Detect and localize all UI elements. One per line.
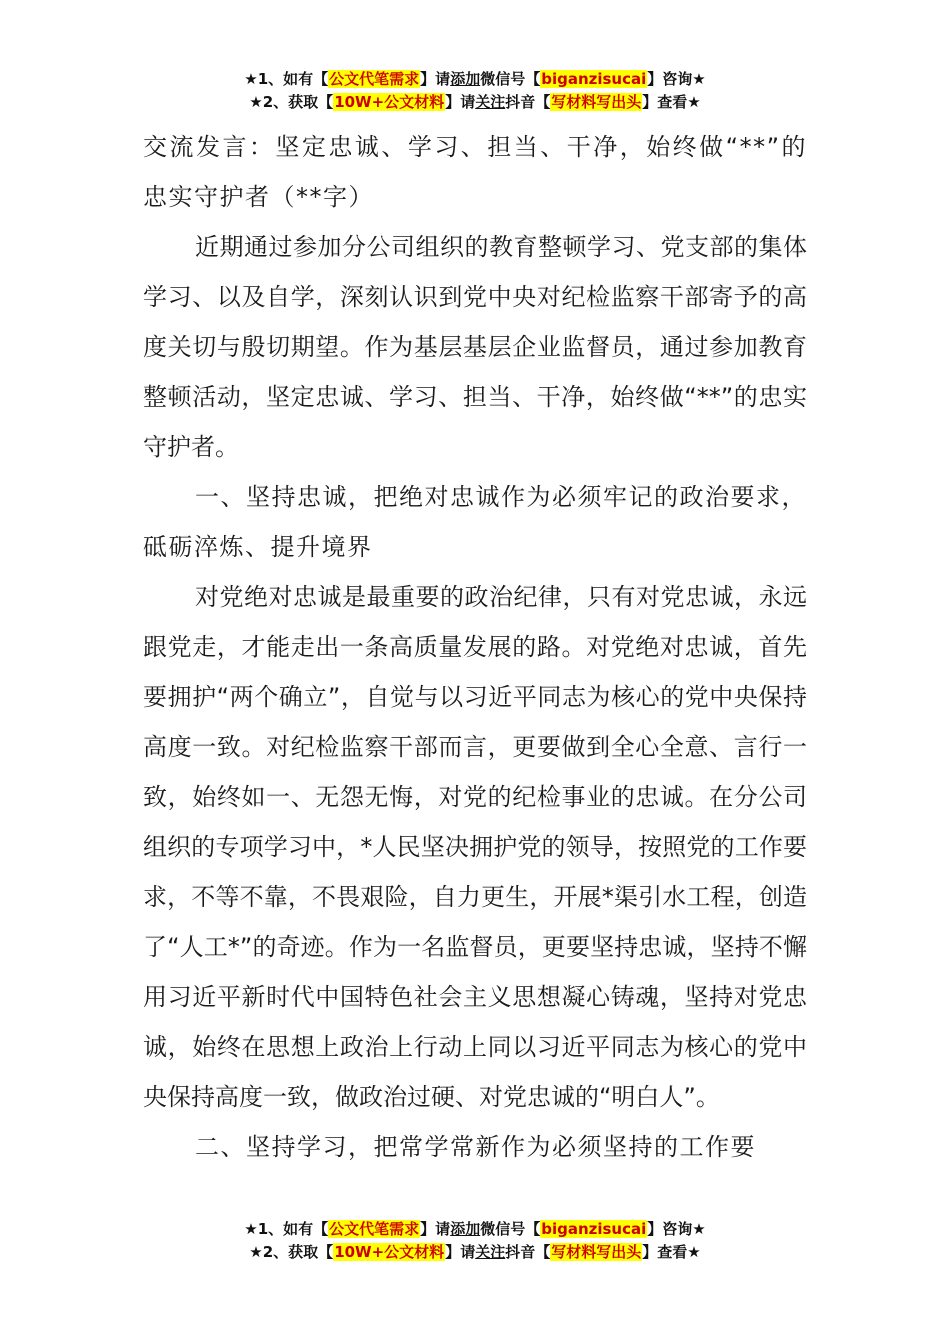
intro-paragraph: 近期通过参加分公司组织的教育整顿学习、党支部的集体学习、以及自学，深刻认识到党中央对纪检监察干部寄予的高度关切与殷切期望。作为基层基层企业监督员，通过参加教育整顿活动，坚定忠诚、学习、担当、干净，始终做“**”的忠实守护者。 (143, 233, 807, 461)
banner-text: 】咨询★ (647, 70, 706, 88)
banner-highlight: 10W+公文材料 (334, 1243, 445, 1261)
section-heading-1: 一、坚持忠诚，把绝对忠诚作为必须牢记的政治要求，砥砺淬炼、提升境界 (143, 483, 807, 561)
banner-text: 】请 (420, 70, 451, 88)
banner-highlight: 10W+公文材料 (334, 93, 445, 111)
banner-text: ★2、获取【 (249, 93, 334, 111)
banner-highlight-douyin-id: 写材料写出头 (551, 93, 642, 111)
section-heading-2: 二、坚持学习，把常学常新作为必须坚持的工作要 (195, 1133, 756, 1161)
banner-text: ★1、如有【 (244, 1220, 329, 1238)
banner-underlined-text: 关注 (475, 93, 506, 111)
banner-text: 】查看★ (642, 1243, 701, 1261)
section-1-paragraph: 对党绝对忠诚是最重要的政治纪律，只有对党忠诚，永远跟党走，才能走出一条高质量发展的路。对党绝对忠诚，首先要拥护“两个确立”，自觉与以习近平同志为核心的党中央保持高度一致。对纪检监察干部而言，更要做到全心全意、言行一致，始终如一、无怨无悔，对党的纪检事业的忠诚。在分公司组织的专项学习中，*人民坚决拥护党的领导，按照党的工作要求，不等不靠，不畏艰险，自力更生，开展*渠引水工程，创造了“人工*”的奇迹。作为一名监督员，更要坚持忠诚，坚持不懈用习近平新时代中国特色社会主义思想凝心铸魂，坚持对党忠诚，始终在思想上政治上行动上同以习近平同志为核心的党中央保持高度一致，做政治过硬、对党忠诚的“明白人”。 (143, 583, 807, 1111)
banner-text: 微信号【 (480, 1220, 541, 1238)
banner-highlight: 公文代笔需求 (329, 70, 420, 88)
banner-text: 抖音【 (505, 93, 551, 111)
banner-line-2 (0, 91, 950, 114)
footer-banner (0, 1218, 950, 1264)
banner-highlight-wechat-id: biganzisucai (541, 70, 647, 88)
banner-text: ★1、如有【 (244, 70, 329, 88)
document-title: 交流发言：坚定忠诚、学习、担当、干净，始终做“**”的忠实守护者（**字） (143, 133, 807, 211)
banner-text: 抖音【 (505, 1243, 551, 1261)
banner-text: 】请 (445, 1243, 476, 1261)
banner-highlight: 公文代笔需求 (329, 1220, 420, 1238)
banner-text: 】请 (420, 1220, 451, 1238)
document-body (143, 122, 807, 1172)
banner-underlined-text: 添加 (450, 70, 481, 88)
banner-highlight-douyin-id: 写材料写出头 (551, 1243, 642, 1261)
banner-line-2 (0, 1241, 950, 1264)
banner-text: 微信号【 (480, 70, 541, 88)
header-banner (0, 68, 950, 114)
banner-highlight-wechat-id: biganzisucai (541, 1220, 647, 1238)
banner-line-1 (0, 1218, 950, 1241)
banner-underlined-text: 添加 (450, 1220, 481, 1238)
banner-underlined-text: 关注 (475, 1243, 506, 1261)
banner-text: ★2、获取【 (249, 1243, 334, 1261)
banner-text: 】请 (445, 93, 476, 111)
banner-text: 】查看★ (642, 93, 701, 111)
banner-text: 】咨询★ (647, 1220, 706, 1238)
banner-line-1 (0, 68, 950, 91)
